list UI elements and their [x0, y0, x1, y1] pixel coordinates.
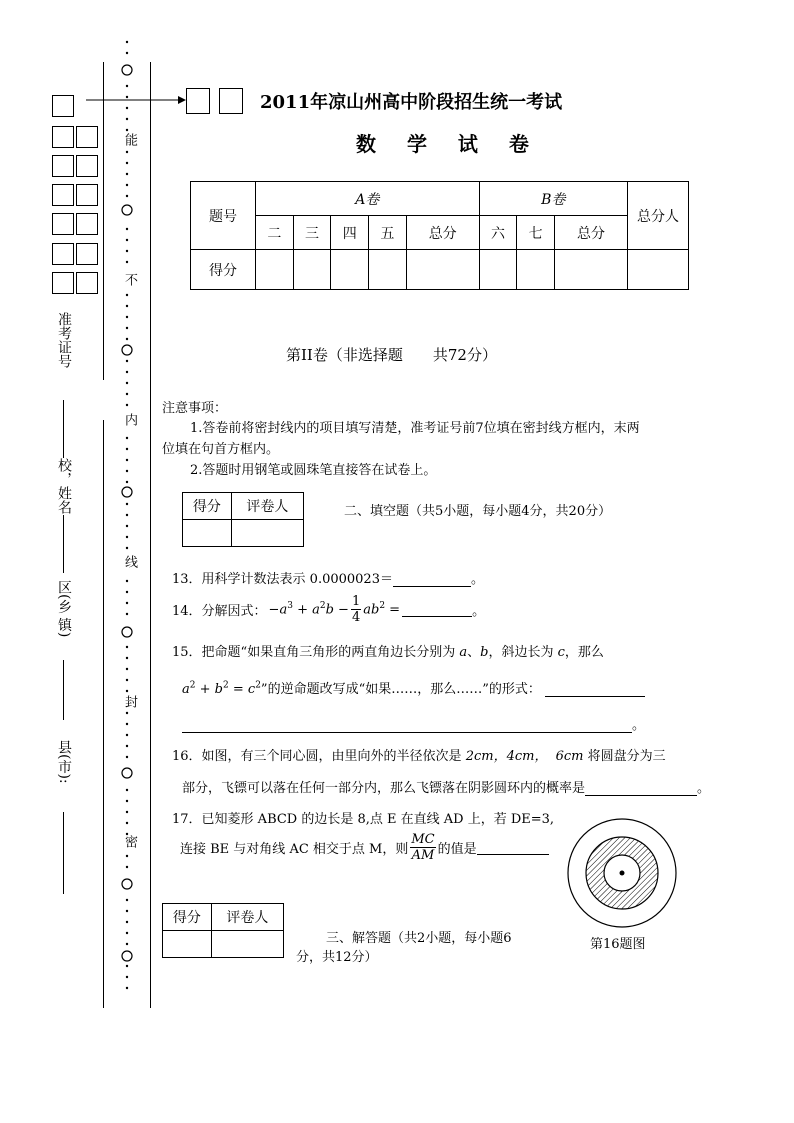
seal-dot [126, 85, 128, 87]
answer-blank[interactable] [402, 602, 472, 617]
seal-char: 内 [122, 413, 137, 426]
school-name-line[interactable] [63, 400, 64, 458]
col-header: 总分 [555, 216, 628, 250]
figure-caption: 第16题图 [590, 937, 646, 952]
score-cell[interactable] [479, 250, 517, 290]
exam-id-box[interactable] [76, 243, 98, 265]
seal-dot [126, 745, 128, 747]
seal-dot [126, 448, 128, 450]
seal-dot [126, 943, 128, 945]
binding-rule-right [150, 62, 151, 1008]
notes-title: 注意事项： [162, 401, 228, 416]
seal-dot [126, 250, 128, 252]
fraction: $\frac{1}{4}$ [351, 594, 361, 625]
seal-dot [126, 503, 128, 505]
exam-title: 2011年凉山州高中阶段招生统一考试 [260, 92, 563, 113]
seal-line [115, 38, 139, 998]
grader-score-label: 得分 [163, 904, 212, 931]
volume-a-header: A卷 [256, 182, 480, 216]
section3-title-cont: 分，共12分） [296, 950, 378, 965]
grader-score-label: 得分 [183, 493, 232, 520]
exam-id-label: 准考证号 [56, 312, 72, 368]
seal-dot [126, 855, 128, 857]
center-dot [620, 871, 625, 876]
grader-name-cell[interactable] [211, 931, 283, 958]
seal-char: 能 [122, 133, 137, 146]
seal-char: 不 [122, 273, 137, 286]
header-id-box[interactable] [186, 88, 210, 114]
seal-dot [126, 536, 128, 538]
seal-char: 密 [122, 835, 137, 848]
seal-dot [126, 932, 128, 934]
seal-dot [126, 712, 128, 714]
seal-dot [126, 866, 128, 868]
seal-dot [126, 151, 128, 153]
seal-dot [126, 338, 128, 340]
section-heading: 第II卷（非选择题 共72分） [286, 346, 497, 364]
grader-table-2 [162, 903, 284, 958]
question-15-line3: 。 [182, 714, 645, 733]
score-cell[interactable] [517, 250, 555, 290]
grader-score-cell[interactable] [163, 931, 212, 958]
school-name-label: 校，姓名 [56, 458, 72, 514]
exam-id-box[interactable] [76, 213, 98, 235]
seal-dot [126, 580, 128, 582]
score-cell[interactable] [331, 250, 369, 290]
question-16-line2: 部分，飞镖可以落在任何一部分内，那么飞镖落在阴影圆环内的概率是 。 [182, 781, 711, 796]
seal-dot [126, 723, 128, 725]
seal-dot [126, 162, 128, 164]
seal-dot [126, 316, 128, 318]
seal-dot [126, 184, 128, 186]
score-cell[interactable] [628, 250, 689, 290]
header-id-box[interactable] [219, 88, 243, 114]
col-header: 二 [256, 216, 294, 250]
seal-dot [126, 910, 128, 912]
seal-dot [126, 602, 128, 604]
seal-dot [126, 525, 128, 527]
concentric-circles-figure [566, 817, 678, 929]
notes-item-1-cont: 位填在句首方框内。 [162, 442, 280, 457]
notes-item-2: 2.答题时用钢笔或圆珠笔直接答在试卷上。 [190, 463, 437, 478]
exam-id-box[interactable] [52, 272, 74, 294]
answer-blank[interactable] [545, 682, 645, 697]
seal-dot [126, 41, 128, 43]
col-header: 六 [479, 216, 517, 250]
seal-dot [126, 261, 128, 263]
seal-dot [126, 921, 128, 923]
total-scorer-header: 总分人 [628, 182, 689, 250]
exam-id-box[interactable] [76, 272, 98, 294]
exam-id-box[interactable] [52, 243, 74, 265]
grader-label: 评卷人 [231, 493, 303, 520]
seal-dot [126, 811, 128, 813]
grader-label: 评卷人 [211, 904, 283, 931]
seal-char: 封 [122, 695, 137, 708]
seal-dot [126, 690, 128, 692]
grader-score-cell[interactable] [183, 520, 232, 547]
score-table [190, 181, 689, 290]
question-16: 16．如图，有三个同心圆，由里向外的半径依次是 2cm，4cm， 6cm 将圆盘分为三 [172, 749, 666, 764]
seal-dot [126, 195, 128, 197]
seal-dot [126, 591, 128, 593]
score-cell[interactable] [555, 250, 628, 290]
col-header: 七 [517, 216, 555, 250]
county-label: 县(市): [56, 740, 72, 784]
seal-dot [126, 360, 128, 362]
col-header: 总分 [406, 216, 479, 250]
exam-id-box[interactable] [52, 155, 74, 177]
seal-dot [126, 228, 128, 230]
county-line-lower[interactable] [63, 812, 64, 894]
seal-dot [126, 294, 128, 296]
score-cell[interactable] [256, 250, 294, 290]
seal-dot [126, 129, 128, 131]
seal-dot [126, 437, 128, 439]
seal-dot [126, 459, 128, 461]
question-13: 13．用科学计数法表示 0.0000023＝ 。 [172, 572, 484, 587]
seal-dot [126, 118, 128, 120]
seal-dot [126, 305, 128, 307]
volume-b-header: B卷 [479, 182, 627, 216]
seal-dot [126, 514, 128, 516]
exam-id-box[interactable] [52, 213, 74, 235]
district-label: 区(乡 镇) [56, 580, 72, 638]
seal-dot [126, 239, 128, 241]
seal-dot [126, 327, 128, 329]
col-header: 三 [293, 216, 331, 250]
seal-dot [126, 976, 128, 978]
seal-dot [126, 679, 128, 681]
exam-id-box[interactable] [52, 184, 74, 206]
binding-rule-left [103, 62, 104, 380]
binding-rule-left-lower [103, 420, 104, 1008]
question-17-line2: 连接 BE 与对角线 AC 相交于点 M，则 $\frac{MC}{AM}$ 的值是 [180, 832, 549, 863]
seal-char: 线 [122, 555, 137, 568]
exam-id-box[interactable] [76, 184, 98, 206]
score-cell[interactable] [369, 250, 407, 290]
seal-dot [126, 470, 128, 472]
seal-dot [126, 987, 128, 989]
arrow-icon [86, 92, 186, 108]
answer-blank[interactable] [585, 781, 697, 796]
grader-name-cell[interactable] [231, 520, 303, 547]
col-header: 四 [331, 216, 369, 250]
exam-id-box[interactable] [52, 95, 74, 117]
score-cell[interactable] [293, 250, 331, 290]
question-15: 15．把命题“如果直角三角形的两直角边长分别为 a、b，斜边长为 c，那么 [172, 645, 604, 660]
paper-subtitle: 数 学 试 卷 [356, 132, 541, 156]
grader-table [182, 492, 304, 547]
notes-item-1: 1.答卷前将密封线内的项目填写清楚，准考证号前7位填在密封线方框内，末两 [190, 421, 640, 436]
seal-dot [126, 899, 128, 901]
seal-dot [126, 371, 128, 373]
seal-dot [126, 393, 128, 395]
question-14: 14．分解因式： $-a^3 + a^2b$ − $\frac{1}{4}$ $ab^2$ = 。 [172, 594, 486, 625]
seal-dot [126, 382, 128, 384]
seal-dot [126, 173, 128, 175]
seal-dot [126, 547, 128, 549]
county-line[interactable] [63, 660, 64, 720]
answer-blank[interactable] [182, 718, 632, 733]
answer-blank[interactable] [393, 572, 471, 587]
fraction: $\frac{MC}{AM}$ [411, 832, 435, 863]
col-header: 五 [369, 216, 407, 250]
exam-id-box[interactable] [76, 155, 98, 177]
seal-dot [126, 756, 128, 758]
seal-dot [126, 789, 128, 791]
exam-id-box[interactable] [52, 126, 74, 148]
seal-dot [126, 668, 128, 670]
seal-dot [126, 800, 128, 802]
district-line[interactable] [63, 515, 64, 573]
seal-dot [126, 965, 128, 967]
score-row-label: 得分 [191, 250, 256, 290]
math-expression: $-a^3 + a^2b$ − [268, 601, 349, 618]
score-cell[interactable] [406, 250, 479, 290]
seal-dot [126, 481, 128, 483]
seal-dot [126, 52, 128, 54]
question-17: 17．已知菱形 ABCD 的边长是 8,点 E 在直线 AD 上，若 DE=3, [172, 812, 555, 827]
row-header-cell: 题号 [191, 182, 256, 250]
seal-dot [126, 613, 128, 615]
exam-id-box[interactable] [76, 126, 98, 148]
section3-title: 三、解答题（共2小题，每小题6 [326, 931, 512, 946]
seal-dot [126, 657, 128, 659]
seal-dot [126, 646, 128, 648]
seal-dot [126, 404, 128, 406]
section2-title: 二、填空题（共5小题，每小题4分，共20分） [344, 504, 612, 519]
seal-dot [126, 822, 128, 824]
seal-dot [126, 734, 128, 736]
answer-blank[interactable] [477, 840, 549, 855]
question-15-line2: $a^2 + b^2 = c^2$”的逆命题改写成“如果……，那么……”的形式： [182, 678, 645, 697]
